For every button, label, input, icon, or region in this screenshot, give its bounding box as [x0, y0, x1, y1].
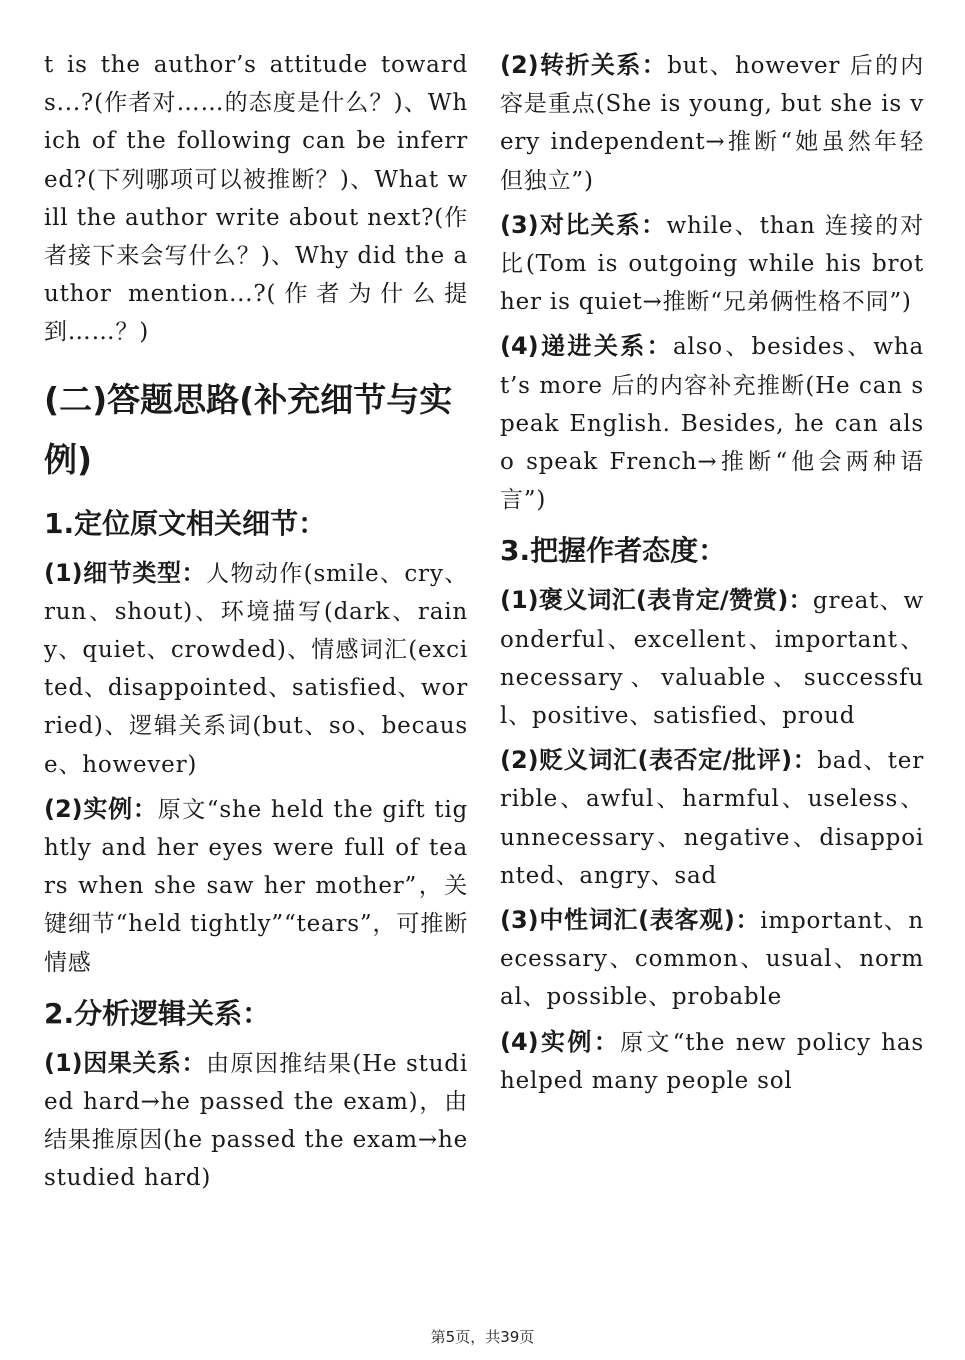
left-column	[44, 46, 468, 1198]
cause-effect-label: (1)因果关系：	[44, 1048, 207, 1077]
comparison-relation-text: while、than 连接的对比(Tom is outgoing while his brother is quiet→推断“兄弟俩性格不同”)	[500, 212, 925, 316]
attitude-example-text: 原文“the new policy has helped many people sol	[500, 1029, 924, 1094]
neutral-words-text: important、necessary、common、usual、normal、possible、probable	[500, 908, 924, 1011]
page-footer: 第5页，共39页	[430, 1328, 535, 1346]
example-label: (2)实例：	[44, 794, 158, 823]
section-heading-answer-approach: (二)答题思路(补充细节与实例)	[44, 379, 453, 479]
progression-relation-text: also、besides、what’s more 后的内容补充推断(He can speak English. Besides, he can also speak French→推断“他会两种语言”)	[500, 334, 924, 514]
positive-words-paragraph	[500, 581, 924, 735]
turning-relation-paragraph	[500, 46, 924, 200]
comparison-relation-paragraph	[500, 206, 924, 322]
positive-words-text: great、wonderful、excellent、important、necessary、valuable、successful、positive、satisfied、proud	[500, 588, 925, 730]
attitude-example-label: (4)实例：	[500, 1027, 621, 1056]
neutral-words-label: (3)中性词汇(表客观)：	[500, 906, 761, 935]
progression-relation-label: (4)递进关系：	[500, 332, 674, 361]
detail-types-text: 人物动作(smile、cry、run、shout)、环境描写(dark、rainy、quiet、crowded)、情感词汇(excited、disappointed、satisfied、worried)、逻辑关系词(but、so、because、however)	[44, 560, 468, 778]
heading-analyze-logic: 2.分析逻辑关系：	[44, 996, 271, 1030]
attitude-example-paragraph	[500, 1023, 924, 1100]
positive-words-label: (1)褒义词汇(表肯定/赞赏)：	[500, 586, 813, 615]
detail-types-label: (1)细节类型：	[44, 558, 207, 587]
intro-questions-paragraph: t is the author’s attitude towards...?(作者对……的态度是什么？)、Which of the following can be inferred?(下列哪项可以被推断？)、What will the author write about next?(作者接下来会写什么？)、Why did the author mention...?(作者为什么提到……？)	[44, 52, 468, 346]
comparison-relation-label: (3)对比关系：	[500, 210, 667, 239]
cause-effect-text: 由原因推结果(He studied hard→he passed the exam)，由结果推原因(he passed the exam→he studied hard)	[44, 1050, 468, 1192]
progression-relation-paragraph	[500, 327, 924, 519]
heading-author-attitude: 3.把握作者态度：	[500, 534, 727, 568]
detail-types-paragraph	[44, 554, 468, 784]
cause-effect-paragraph	[44, 1044, 468, 1198]
heading-locate-details: 1.定位原文相关细节：	[44, 506, 327, 540]
negative-words-label: (2)贬义词汇(表否定/批评)：	[500, 746, 818, 775]
negative-words-paragraph	[500, 741, 924, 895]
example-paragraph	[44, 790, 468, 982]
turning-relation-text: but、however 后的内容是重点(She is young, but she is very independent→推断“她虽然年轻但独立”)	[500, 53, 924, 194]
right-column	[500, 46, 924, 1100]
neutral-words-paragraph	[500, 901, 924, 1017]
example-text: 原文“she held the gift tightly and her eyes were full of tears when she saw her mother”，关键细节“held tightly”“tears”，可推断情感	[44, 796, 469, 976]
negative-words-text: bad、terrible、awful、harmful、useless、unnecessary、negative、disappointed、angry、sad	[500, 748, 925, 889]
turning-relation-label: (2)转折关系：	[500, 51, 668, 79]
